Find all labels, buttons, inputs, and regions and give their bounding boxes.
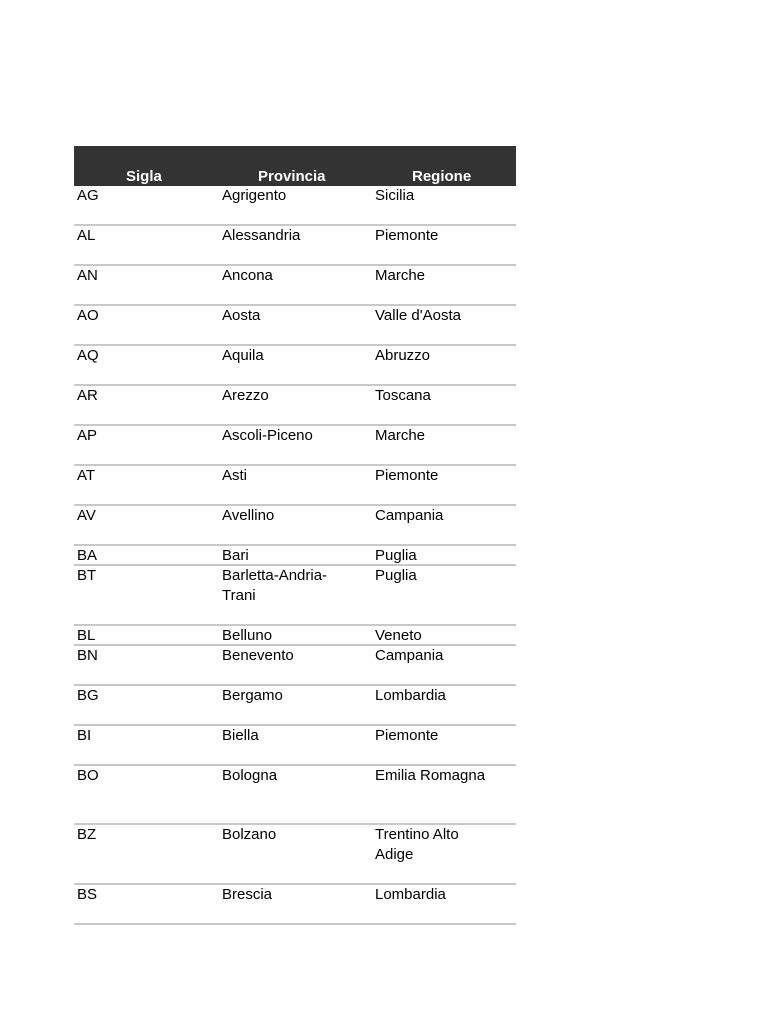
cell-sigla: AT <box>77 467 96 484</box>
cell-provincia: Arezzo <box>222 387 269 404</box>
table-header <box>74 146 516 186</box>
table-row <box>74 646 516 686</box>
cell-regione: Emilia Romagna <box>375 767 486 784</box>
cell-regione: Marche <box>375 427 426 444</box>
cell-regione: Marche <box>375 267 426 284</box>
cell-sigla: AR <box>77 387 98 404</box>
table-row <box>74 566 516 626</box>
cell-sigla: AG <box>77 187 99 204</box>
cell-sigla: AV <box>77 507 96 524</box>
cell-provincia: Barletta-Andria-Trani <box>222 567 328 604</box>
cell-sigla: BT <box>77 567 97 584</box>
cell-sigla: BN <box>77 647 98 664</box>
cell-provincia: Alessandria <box>222 227 301 244</box>
cell-regione: Lombardia <box>375 886 446 903</box>
cell-regione: Puglia <box>375 567 417 584</box>
cell-provincia: Bologna <box>222 767 278 784</box>
cell-sigla: AL <box>77 227 96 244</box>
table-row <box>74 306 516 346</box>
cell-sigla: BL <box>77 627 96 644</box>
cell-provincia: Brescia <box>222 886 273 903</box>
cell-provincia: Bergamo <box>222 687 283 704</box>
table-row <box>74 546 516 566</box>
cell-provincia: Aosta <box>222 307 261 324</box>
cell-regione: Piemonte <box>375 727 439 744</box>
cell-regione: Sicilia <box>375 187 415 204</box>
cell-regione: Puglia <box>375 547 417 564</box>
cell-regione: Trentino Alto Adige <box>375 826 459 863</box>
cell-provincia: Ancona <box>222 267 273 284</box>
cell-provincia: Avellino <box>222 507 275 524</box>
table-row <box>74 885 516 925</box>
cell-provincia: Asti <box>222 467 248 484</box>
cell-provincia: Benevento <box>222 647 294 664</box>
table-row <box>74 386 516 426</box>
table-row <box>74 506 516 546</box>
header-provincia: Provincia <box>258 168 326 185</box>
cell-sigla: BO <box>77 767 99 784</box>
cell-sigla: BI <box>77 727 92 744</box>
table-row <box>74 766 516 825</box>
cell-sigla: BA <box>77 547 98 564</box>
header-sigla: Sigla <box>126 168 162 185</box>
table-row <box>74 825 516 885</box>
table-row <box>74 686 516 726</box>
cell-provincia: Biella <box>222 727 259 744</box>
cell-sigla: AP <box>77 427 98 444</box>
cell-sigla: BZ <box>77 826 97 843</box>
cell-provincia: Bolzano <box>222 826 277 843</box>
cell-regione: Lombardia <box>375 687 446 704</box>
cell-regione: Campania <box>375 507 444 524</box>
table-row <box>74 266 516 306</box>
cell-sigla: AO <box>77 307 99 324</box>
cell-regione: Abruzzo <box>375 347 431 364</box>
cell-sigla: AN <box>77 267 98 284</box>
cell-regione: Campania <box>375 647 444 664</box>
cell-sigla: BS <box>77 886 98 903</box>
table-row <box>74 226 516 266</box>
cell-provincia: Belluno <box>222 627 273 644</box>
cell-provincia: Aquila <box>222 347 264 364</box>
table-row <box>74 466 516 506</box>
cell-regione: Veneto <box>375 627 422 644</box>
table-row <box>74 626 516 646</box>
table-row <box>74 726 516 766</box>
header-regione: Regione <box>412 168 472 185</box>
cell-regione: Piemonte <box>375 467 439 484</box>
cell-regione: Piemonte <box>375 227 439 244</box>
table-row <box>74 426 516 466</box>
cell-provincia: Bari <box>222 547 249 564</box>
cell-provincia: Ascoli-Piceno <box>222 427 313 444</box>
table-row <box>74 346 516 386</box>
cell-sigla: BG <box>77 687 99 704</box>
provinces-table <box>74 146 516 925</box>
cell-provincia: Agrigento <box>222 187 287 204</box>
cell-regione: Toscana <box>375 387 431 404</box>
cell-sigla: AQ <box>77 347 99 364</box>
table-row <box>74 186 516 226</box>
cell-regione: Valle d'Aosta <box>375 307 461 324</box>
